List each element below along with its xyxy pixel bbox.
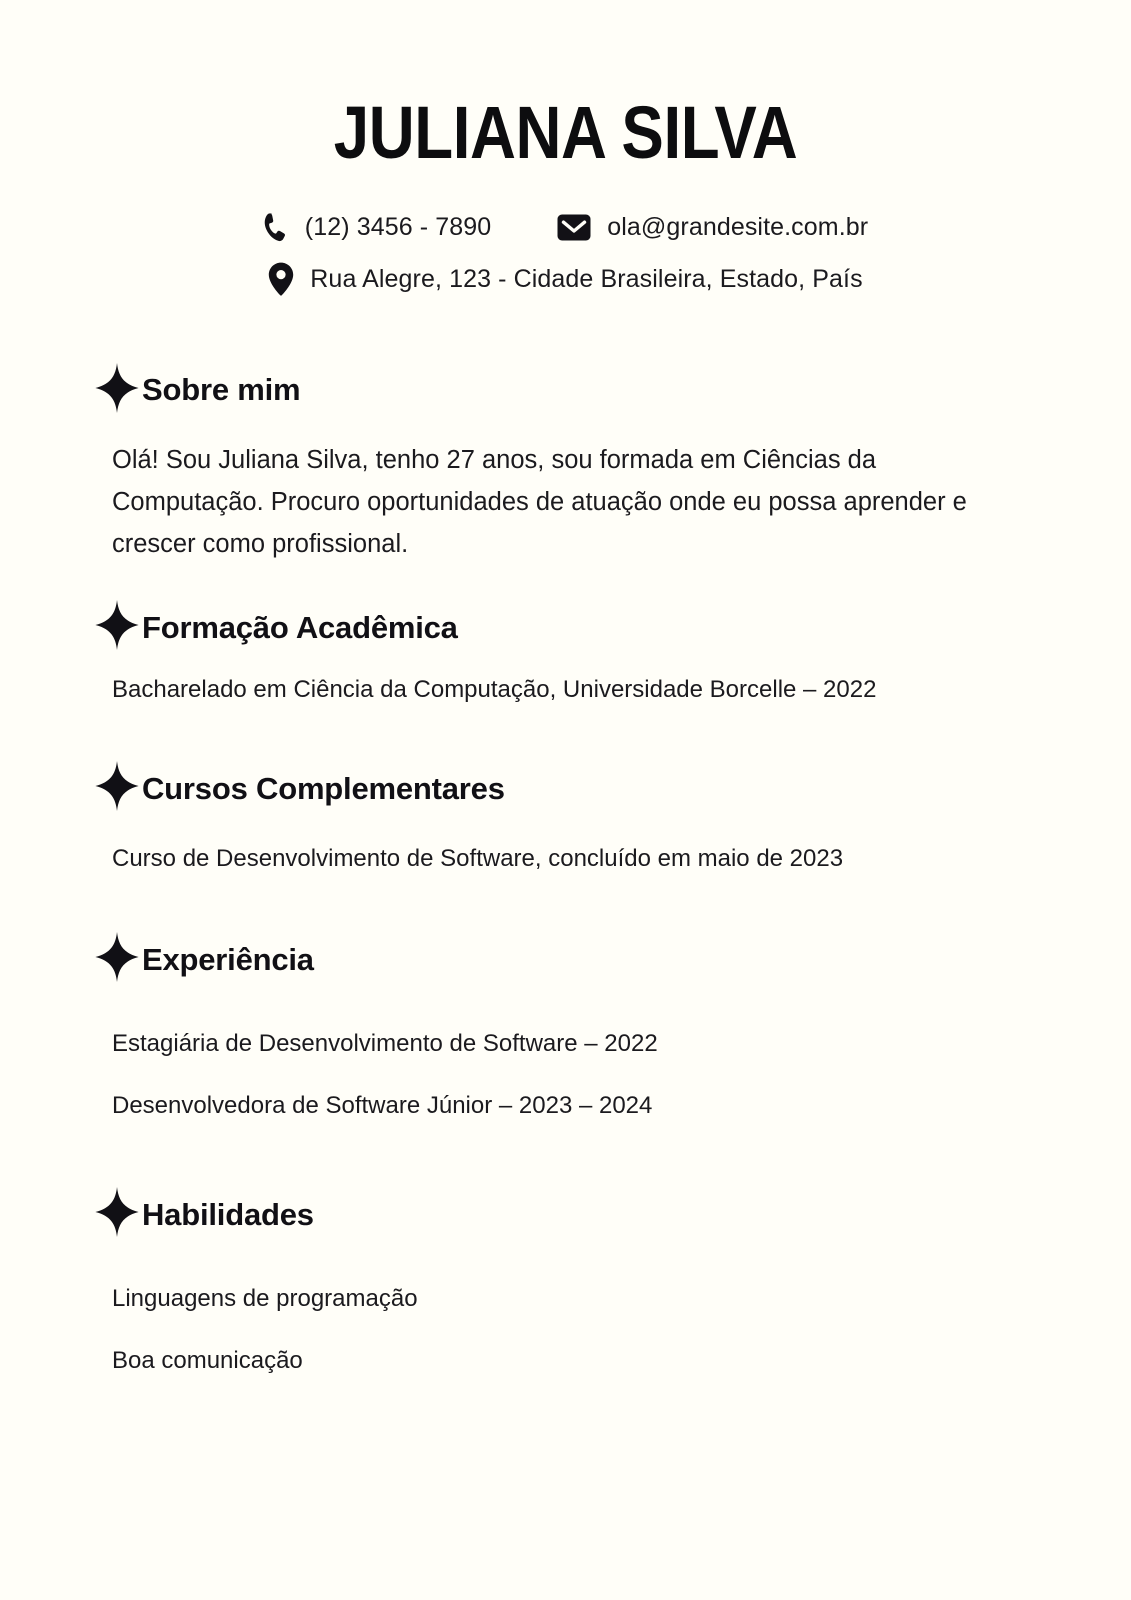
- section-courses: [88, 760, 1043, 877]
- section-skills-body: [88, 1281, 1043, 1379]
- envelope-icon: [557, 214, 591, 241]
- section-experience: [88, 931, 1043, 1124]
- section-education: [88, 599, 1043, 708]
- section-experience-header: [94, 931, 1043, 988]
- contact-block: [88, 212, 1043, 296]
- section-about: [88, 362, 1043, 565]
- contact-email[interactable]: [557, 213, 868, 242]
- skills-entry: Linguagens de programação: [112, 1285, 418, 1313]
- about-paragraph: Olá! Sou Juliana Silva, tenho 27 anos, sou formada em Ciências da Computação. Procuro oportunidades de atuação onde eu possa aprender e crescer como profissional.: [112, 446, 967, 559]
- section-education-title: Formação Acadêmica: [142, 609, 458, 645]
- section-about-title: Sobre mim: [142, 372, 301, 408]
- phone-icon: [263, 212, 289, 242]
- contact-address[interactable]: [268, 262, 862, 296]
- section-about-header: [94, 362, 1043, 419]
- section-experience-title: Experiência: [142, 941, 314, 977]
- sparkle-icon: [94, 1186, 140, 1243]
- experience-entry: Desenvolvedora de Software Júnior – 2023 – 2024: [112, 1092, 653, 1120]
- education-entry: Bacharelado em Ciência da Computação, Universidade Borcelle – 2022: [112, 676, 877, 704]
- contact-address-value: Rua Alegre, 123 - Cidade Brasileira, Estado, País: [310, 264, 863, 293]
- section-experience-body: [88, 1026, 1043, 1124]
- section-skills-title: Habilidades: [142, 1196, 314, 1232]
- section-skills: [88, 1186, 1043, 1379]
- contact-email-value: ola@grandesite.com.br: [607, 212, 869, 241]
- section-education-header: [94, 599, 1043, 656]
- section-courses-body: [88, 841, 1043, 877]
- location-pin-icon: [268, 262, 294, 296]
- page-title: JULIANA SILVA: [333, 91, 798, 174]
- sparkle-icon: [94, 760, 140, 817]
- contact-row-address: [88, 262, 1043, 296]
- experience-entry: Estagiária de Desenvolvimento de Software – 2022: [112, 1030, 658, 1058]
- contact-phone[interactable]: [263, 212, 491, 242]
- sparkle-icon: [94, 931, 140, 988]
- skills-entry: Boa comunicação: [112, 1347, 303, 1375]
- section-education-body: [88, 672, 1043, 708]
- section-about-body: [88, 439, 1043, 565]
- contact-phone-value: (12) 3456 - 7890: [304, 212, 492, 241]
- contact-row-primary: [88, 212, 1043, 242]
- section-courses-header: [94, 760, 1043, 817]
- sparkle-icon: [94, 599, 140, 656]
- section-courses-title: Cursos Complementares: [142, 770, 505, 806]
- sparkle-icon: [94, 362, 140, 419]
- section-skills-header: [94, 1186, 1043, 1243]
- courses-entry: Curso de Desenvolvimento de Software, concluído em maio de 2023: [112, 845, 844, 873]
